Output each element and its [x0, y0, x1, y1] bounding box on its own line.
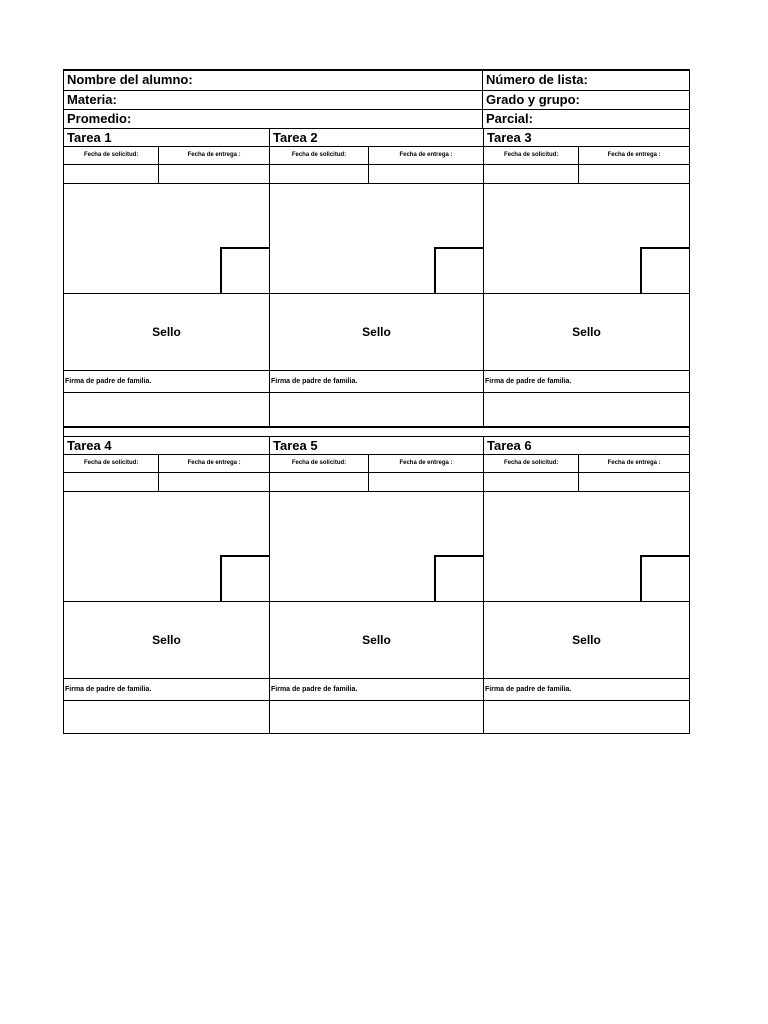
request-date-label: Fecha de solicitud: — [64, 147, 159, 164]
parent-signature-label: Firma de padre de familia. — [64, 679, 269, 701]
date-labels — [484, 455, 689, 473]
homework-sheet — [63, 69, 690, 734]
delivery-date-field[interactable] — [579, 473, 689, 491]
parent-signature-field[interactable] — [270, 701, 483, 733]
stamp-area: Sello — [64, 294, 269, 371]
parent-signature-label: Firma de padre de familia. — [64, 371, 269, 393]
delivery-date-field[interactable] — [159, 165, 269, 183]
request-date-field[interactable] — [270, 473, 369, 491]
date-fields — [270, 473, 483, 492]
grade-box[interactable] — [434, 247, 483, 293]
stamp-area: Sello — [484, 294, 689, 371]
grade-box[interactable] — [640, 555, 689, 601]
header-row-3 — [63, 110, 690, 129]
delivery-date-field[interactable] — [579, 165, 689, 183]
delivery-date-field[interactable] — [159, 473, 269, 491]
request-date-field[interactable] — [484, 165, 579, 183]
task-card-4 — [64, 437, 270, 733]
task-title: Tarea 2 — [270, 129, 483, 147]
task-title: Tarea 1 — [64, 129, 269, 147]
stamp-area: Sello — [270, 602, 483, 679]
date-labels — [270, 147, 483, 165]
stamp-area: Sello — [484, 602, 689, 679]
request-date-field[interactable] — [64, 473, 159, 491]
student-name-field: Nombre del alumno: — [64, 71, 483, 90]
parent-signature-field[interactable] — [484, 701, 689, 733]
work-area — [64, 184, 269, 294]
request-date-label: Fecha de solicitud: — [270, 147, 369, 164]
work-area — [484, 492, 689, 602]
grade-box[interactable] — [640, 247, 689, 293]
delivery-date-label: Fecha de entrega : — [399, 460, 453, 466]
parent-signature-label: Firma de padre de familia. — [484, 371, 689, 393]
task-title: Tarea 5 — [270, 437, 483, 455]
date-labels — [270, 455, 483, 473]
work-area — [270, 184, 483, 294]
date-fields — [484, 165, 689, 184]
request-date-label: Fecha de solicitud: — [484, 455, 579, 472]
request-date-field[interactable] — [64, 165, 159, 183]
group-spacer — [63, 428, 690, 437]
partial-field: Parcial: — [486, 111, 533, 126]
task-card-3 — [484, 129, 689, 426]
task-card-5 — [270, 437, 484, 733]
date-fields — [270, 165, 483, 184]
request-date-field[interactable] — [484, 473, 579, 491]
delivery-date-label: Fecha de entrega : — [399, 152, 453, 158]
work-area — [270, 492, 483, 602]
delivery-date-label: Fecha de entrega : — [607, 152, 661, 158]
delivery-date-field[interactable] — [369, 473, 483, 491]
grade-box[interactable] — [220, 555, 269, 601]
header-row-2 — [63, 91, 690, 110]
task-card-1 — [64, 129, 270, 426]
task-group-1 — [63, 129, 690, 426]
request-date-field[interactable] — [270, 165, 369, 183]
delivery-date-label: Fecha de entrega : — [607, 460, 661, 466]
task-title: Tarea 6 — [484, 437, 689, 455]
task-title: Tarea 3 — [484, 129, 689, 147]
work-area — [64, 492, 269, 602]
list-number-field: Número de lista: — [486, 72, 588, 87]
header-row-1 — [63, 69, 690, 91]
date-fields — [484, 473, 689, 492]
grade-box[interactable] — [220, 247, 269, 293]
parent-signature-field[interactable] — [270, 393, 483, 426]
parent-signature-field[interactable] — [64, 701, 269, 733]
request-date-label: Fecha de solicitud: — [484, 147, 579, 164]
request-date-label: Fecha de solicitud: — [270, 455, 369, 472]
parent-signature-label: Firma de padre de familia. — [270, 371, 483, 393]
work-area — [484, 184, 689, 294]
date-labels — [64, 455, 269, 473]
grade-box[interactable] — [434, 555, 483, 601]
delivery-date-label: Fecha de entrega : — [187, 460, 241, 466]
date-fields — [64, 165, 269, 184]
date-fields — [64, 473, 269, 492]
parent-signature-field[interactable] — [64, 393, 269, 426]
date-labels — [484, 147, 689, 165]
stamp-area: Sello — [64, 602, 269, 679]
parent-signature-label: Firma de padre de familia. — [484, 679, 689, 701]
request-date-label: Fecha de solicitud: — [64, 455, 159, 472]
parent-signature-label: Firma de padre de familia. — [270, 679, 483, 701]
grade-group-field: Grado y grupo: — [486, 92, 580, 107]
date-labels — [64, 147, 269, 165]
task-title: Tarea 4 — [64, 437, 269, 455]
subject-field: Materia: — [64, 91, 483, 109]
parent-signature-field[interactable] — [484, 393, 689, 426]
task-group-2 — [63, 437, 690, 734]
delivery-date-field[interactable] — [369, 165, 483, 183]
task-card-6 — [484, 437, 689, 733]
stamp-area: Sello — [270, 294, 483, 371]
delivery-date-label: Fecha de entrega : — [187, 152, 241, 158]
average-field: Promedio: — [64, 110, 483, 128]
task-card-2 — [270, 129, 484, 426]
